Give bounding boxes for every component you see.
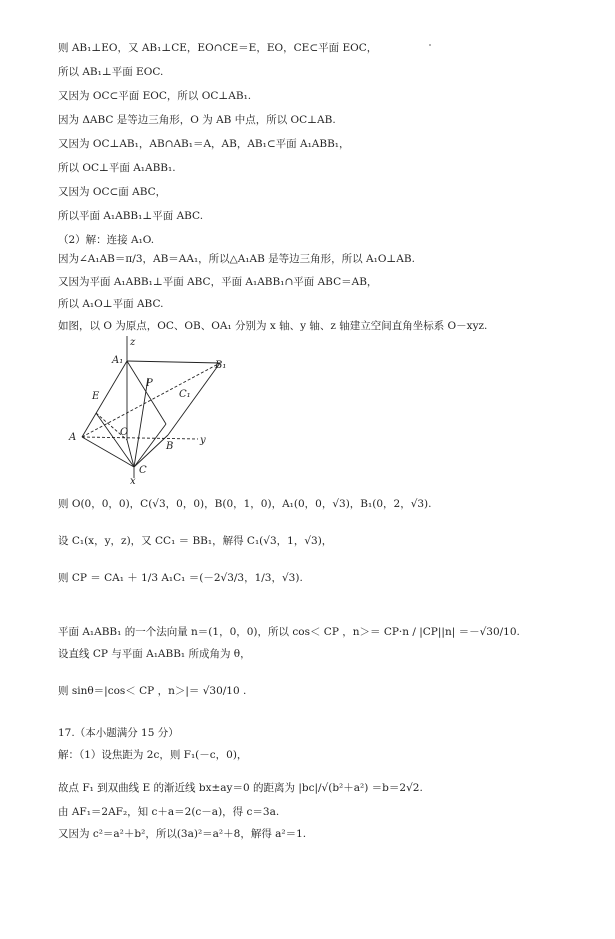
text-line: 则 AB₁⊥EO，又 AB₁⊥CE，EO∩CE＝E，EO，CE⊂平面 EOC， — [58, 42, 378, 54]
text-line: 又因为 c²＝a²＋b²，所以(3a)²＝a²＋8，解得 a²＝1. — [58, 828, 307, 840]
label-c1: C₁ — [179, 389, 191, 400]
text-line: 17.（本小题满分 15 分） — [58, 727, 179, 739]
text-line: 解：（1）设焦距为 2c，则 F₁(－c，0)， — [58, 749, 248, 761]
label-a: A — [69, 432, 77, 443]
text-line: 则 O(0，0，0)，C(√3，0，0)，B(0，1，0)，A₁(0，0，√3)，B₁(0，2，√3). — [58, 498, 432, 510]
text-line: 设直线 CP 与平面 A₁ABB₁ 所成角为 θ， — [58, 648, 251, 660]
text-line: 又因为 OC⊂平面 EOC，所以 OC⊥AB₁. — [58, 90, 252, 102]
label-e: E — [92, 391, 100, 402]
text-line: 因为∠A₁AB＝π/3，AB＝AA₁，所以△A₁AB 是等边三角形，所以 A₁O⊥AB. — [58, 253, 415, 265]
speck — [429, 44, 431, 46]
text-line: 平面 A₁ABB₁ 的一个法向量 n＝(1，0，0)，所以 cos＜ CP ，n＞＝ CP·n / |CP||n| ＝－√30/10. — [58, 626, 520, 638]
text-line: 故点 F₁ 到双曲线 E 的渐近线 bx±ay＝0 的距离为 |bc|/√(b²＋a²) ＝b＝2√2. — [58, 782, 423, 794]
text-line: 由 AF₁＝2AF₂，知 c＋a＝2(c－a)，得 c＝3a. — [58, 806, 280, 818]
text-line: 则 sinθ＝|cos＜ CP ，n＞|＝ √30/10 . — [58, 685, 247, 697]
text-line: 则 CP ＝ CA₁ ＋ 1/3 A₁C₁ ＝(－2√3/3，1/3，√3). — [58, 572, 303, 584]
text-line: 因为 ΔABC 是等边三角形，O 为 AB 中点，所以 OC⊥AB. — [58, 114, 336, 126]
text-line: 又因为 OC⊂面 ABC， — [58, 186, 167, 198]
label-a1: A₁ — [112, 355, 124, 366]
text-line: 如图，以 O 为原点，OC、OB、OA₁ 分别为 x 轴、y 轴、z 轴建立空间直角坐标系 O－xyz. — [58, 320, 488, 332]
label-o: O — [120, 427, 129, 438]
text-line: 又因为 OC⊥AB₁，AB∩AB₁＝A，AB，AB₁⊂平面 A₁ABB₁， — [58, 138, 350, 150]
text-line: 又因为平面 A₁ABB₁⊥平面 ABC，平面 A₁ABB₁∩平面 ABC＝AB， — [58, 276, 378, 288]
text-line: 所以 AB₁⊥平面 EOC. — [58, 66, 164, 78]
label-y: y — [200, 435, 206, 446]
geometry-figure — [62, 336, 227, 487]
label-p: P — [146, 378, 153, 389]
text-line: 所以 OC⊥平面 A₁ABB₁. — [58, 162, 176, 174]
text-line: （2）解：连接 A₁O. — [58, 234, 155, 246]
label-x: x — [130, 476, 136, 487]
text-line: 所以 A₁O⊥平面 ABC. — [58, 298, 164, 310]
text-line: 所以平面 A₁ABB₁⊥平面 ABC. — [58, 210, 204, 222]
label-b: B — [166, 441, 174, 452]
label-b1: B₁ — [215, 360, 227, 371]
label-c: C — [139, 465, 147, 476]
text-line: 设 C₁(x，y，z)，又 CC₁ ＝ BB₁，解得 C₁(√3，1，√3)， — [58, 535, 333, 547]
label-z: z — [130, 337, 136, 348]
